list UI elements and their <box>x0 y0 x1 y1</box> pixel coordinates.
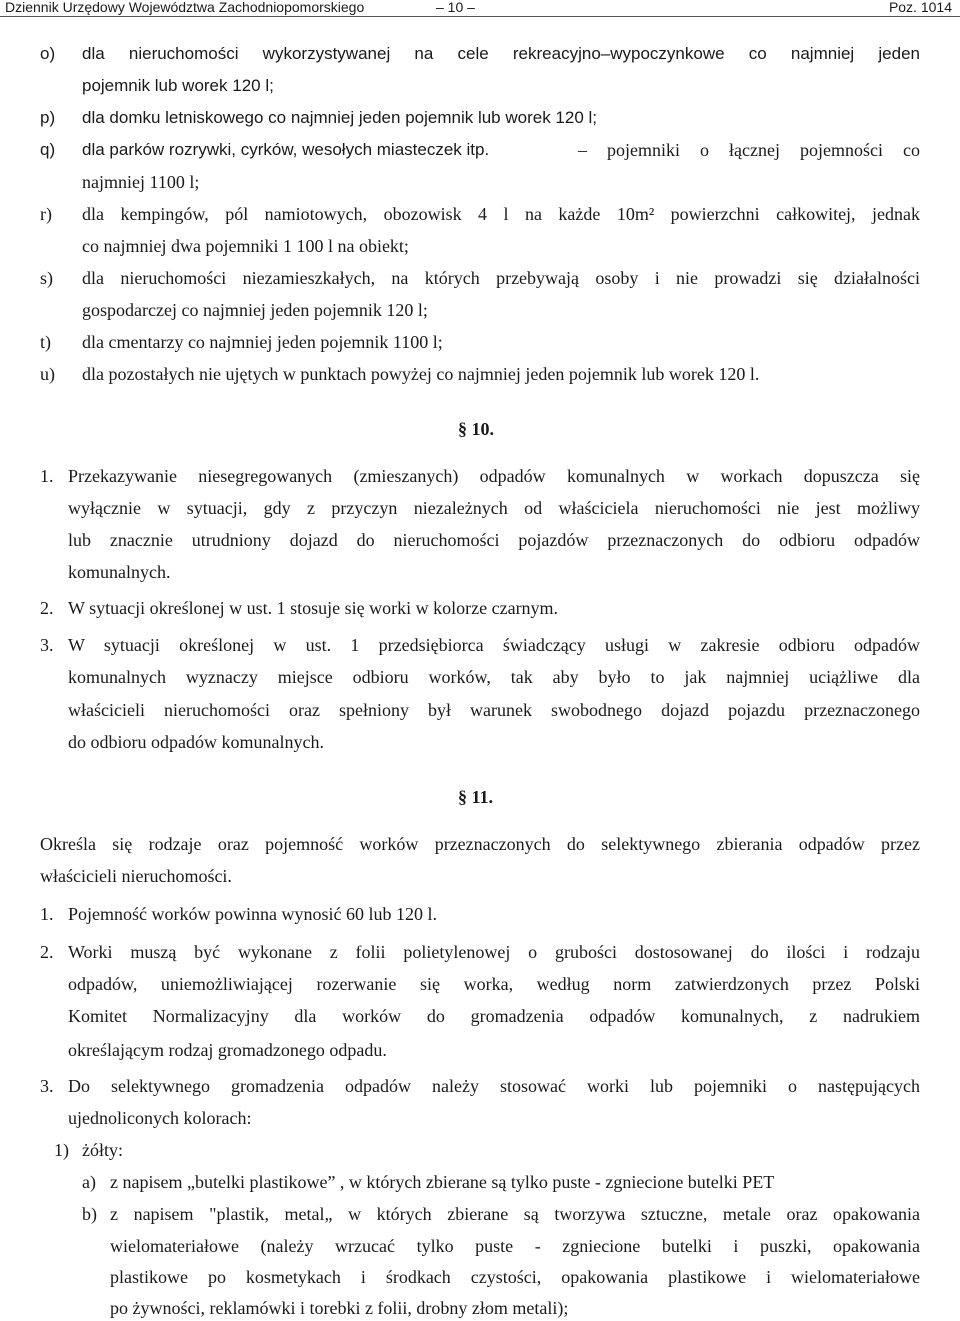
section-10-p3-line4: do odbioru odpadów komunalnych. <box>68 732 324 752</box>
list-item-t-line1: dla cmentarzy co najmniej jeden pojemnik 1100 l; <box>82 332 443 352</box>
list-marker-s: s) <box>40 268 53 288</box>
section-11-p3-line2: ujednoliconych kolorach: <box>68 1108 252 1128</box>
section-11-p3-marker: 3. <box>40 1076 54 1096</box>
section-11-item-b-line4: po żywności, reklamówki i torebki z folii, drobny złom metali); <box>110 1298 569 1318</box>
position-number: Poz. 1014 <box>888 0 952 15</box>
header-divider <box>0 16 960 17</box>
section-10-p2-line1: W sytuacji określonej w ust. 1 stosuje się worki w kolorze czarnym. <box>68 598 559 618</box>
section-11-intro-line2: właścicieli nieruchomości. <box>40 866 232 886</box>
list-marker-o: o) <box>40 44 56 63</box>
list-item-o-line1: dla nieruchomości wykorzystywanej na cele rekreacyjno–wypoczynkowe co najmniej jeden <box>82 44 920 63</box>
list-item-q-line1b: – pojemniki o łącznej pojemności co <box>578 140 920 160</box>
journal-title: Dziennik Urzędowy Województwa Zachodniopomorskiego <box>5 0 365 15</box>
page-header <box>0 0 960 18</box>
list-marker-q: q) <box>40 140 56 159</box>
section-11-p2-line4: określającym rodzaj gromadzonego odpadu. <box>68 1040 387 1060</box>
section-10-p1-marker: 1. <box>40 466 54 486</box>
section-10-p3-marker: 3. <box>40 635 54 655</box>
section-10-p3-line3: właścicieli nieruchomości oraz spełniony był warunek swobodnego dojazd pojazdu przeznaczonego <box>68 700 920 720</box>
list-marker-p: p) <box>40 108 56 127</box>
section-11-p2-line2: odpadów, uniemożliwiającej rozerwanie się worka, według norm zatwierdzonych przez Polski <box>68 974 920 994</box>
section-11-item-b-line3: plastikowe po kosmetykach i środkach czystości, opakowania plastikowe i wielomateriałowe <box>110 1267 920 1287</box>
section-11-item-b-line2: wielomateriałowe (należy wrzucać tylko puste - zgniecione butelki i puszki, opakowania <box>110 1236 920 1256</box>
section-11-intro-line1: Określa się rodzaje oraz pojemność worków przeznaczonych do selektywnego zbierania odpadów przez <box>40 834 920 854</box>
list-item-u-line1: dla pozostałych nie ujętych w punktach powyżej co najmniej jeden pojemnik lub worek 120 l. <box>82 364 760 384</box>
list-item-r-line2: co najmniej dwa pojemniki 1 100 l na obiekt; <box>82 236 409 256</box>
list-item-r-line1: dla kempingów, pól namiotowych, obozowisk 4 l na każde 10m² powierzchni całkowitej, jednak <box>82 204 920 224</box>
section-10-p1-line1: Przekazywanie niesegregowanych (zmieszanych) odpadów komunalnych w workach dopuszcza się <box>68 466 920 486</box>
section-10-p1-line3: lub znacznie utrudniony dojazd do nieruchomości pojazdów przeznaczonych do odbioru odpadów <box>68 530 920 550</box>
section-11-p2-line1: Worki muszą być wykonane z folii polietylenowej o grubości dostosowanej do ilości i rodzaju <box>68 942 920 962</box>
list-item-q-line2: najmniej 1100 l; <box>82 172 200 192</box>
section-11-p3-line1: Do selektywnego gromadzenia odpadów należy stosować worki lub pojemniki o następujących <box>68 1076 920 1096</box>
page-number: – 10 – <box>436 0 475 15</box>
section-11-p2-line3: Komitet Normalizacyjny dla worków do gromadzenia odpadów komunalnych, z nadrukiem <box>68 1006 920 1026</box>
section-11-p1-line1: Pojemność worków powinna wynosić 60 lub 120 l. <box>68 904 437 924</box>
section-11-heading: § 11. <box>458 787 494 807</box>
section-11-item-a-marker: a) <box>82 1172 96 1192</box>
section-10-p1-line2: wyłącznie w sytuacji, gdy z przyczyn niezależnych od właściciela nieruchomości nie jest możliwy <box>68 498 920 518</box>
section-11-item1-label: żółty: <box>82 1140 123 1160</box>
section-10-p2-marker: 2. <box>40 598 54 618</box>
section-10-p3-line2: komunalnych wyznaczy miejsce odbioru worków, tak aby było to jak najmniej uciążliwe dla <box>68 667 920 687</box>
section-11-p1-marker: 1. <box>40 904 54 924</box>
list-item-s-line2: gospodarczej co najmniej jeden pojemnik 120 l; <box>82 300 428 320</box>
section-11-item-b-marker: b) <box>82 1204 97 1224</box>
section-11-item-a-line1: z napisem „butelki plastikowe” , w których zbierane są tylko puste - zgniecione butelki PET <box>110 1172 775 1192</box>
section-10-p3-line1: W sytuacji określonej w ust. 1 przedsiębiorca świadczący usługi w zakresie odbioru odpadów <box>68 635 920 655</box>
list-marker-u: u) <box>40 364 55 384</box>
section-11-item1-marker: 1) <box>54 1140 69 1160</box>
list-item-o-line2: pojemnik lub worek 120 l; <box>82 76 274 95</box>
section-10-heading: § 10. <box>458 419 494 439</box>
section-11-p2-marker: 2. <box>40 942 54 962</box>
section-10-p1-line4: komunalnych. <box>68 562 171 582</box>
section-11-item-b-line1: z napisem "plastik, metal„ w których zbierane są tworzywa sztuczne, metale oraz opakowania <box>110 1204 920 1224</box>
list-item-s-line1: dla nieruchomości niezamieszkałych, na których przebywają osoby i nie prowadzi się działalności <box>82 268 920 288</box>
list-marker-t: t) <box>40 332 51 352</box>
list-item-p-line1: dla domku letniskowego co najmniej jeden pojemnik lub worek 120 l; <box>82 108 598 127</box>
list-item-q-line1a: dla parków rozrywki, cyrków, wesołych miasteczek itp. <box>82 140 490 159</box>
list-marker-r: r) <box>40 204 52 224</box>
